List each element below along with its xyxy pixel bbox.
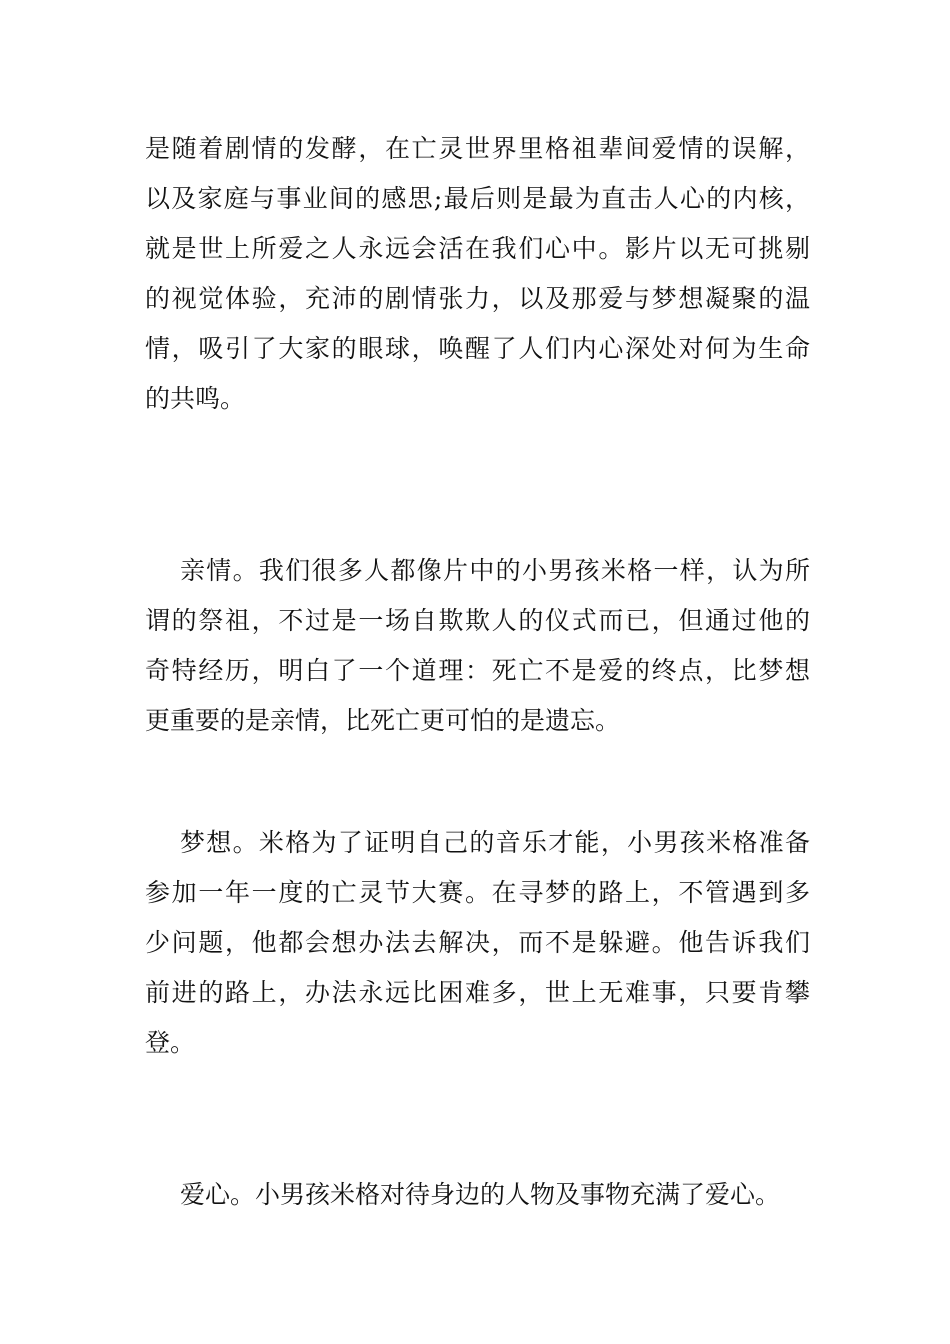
paragraph-love: [145, 1170, 810, 1220]
text-line: 亲情。我们很多人都像片中的小男孩米格一样，认为所: [180, 556, 810, 585]
text-line: 是随着剧情的发酵，在亡灵世界里格祖辈间爱情的误解，: [145, 134, 810, 163]
paragraph-dream: [145, 818, 810, 1068]
text-line: 的共鸣。: [145, 384, 246, 413]
text-line: 爱心。小男孩米格对待身边的人物及事物充满了爱心。: [180, 1180, 781, 1209]
paragraph-continuation: [145, 124, 810, 424]
text-line: 的视觉体验，充沛的剧情张力，以及那爱与梦想凝聚的温: [145, 284, 810, 313]
text-line: 就是世上所爱之人永远会活在我们心中。影片以无可挑剔: [145, 234, 810, 263]
paragraph-family: [145, 546, 810, 746]
text-line: 参加一年一度的亡灵节大赛。在寻梦的路上，不管遇到多: [145, 878, 810, 907]
text-line: 谓的祭祖，不过是一场自欺欺人的仪式而已，但通过他的: [145, 606, 810, 635]
text-line: 更重要的是亲情，比死亡更可怕的是遗忘。: [145, 706, 621, 735]
text-line: 登。: [145, 1028, 196, 1057]
text-line: 梦想。米格为了证明自己的音乐才能，小男孩米格准备: [180, 828, 810, 857]
text-line: 前进的路上，办法永远比困难多，世上无难事，只要肯攀: [145, 978, 810, 1007]
text-line: 奇特经历，明白了一个道理：死亡不是爱的终点，比梦想: [145, 656, 810, 685]
text-line: 少问题，他都会想办法去解决，而不是躲避。他告诉我们: [145, 928, 810, 957]
text-line: 以及家庭与事业间的感思;最后则是最为直击人心的内核，: [145, 184, 810, 213]
text-line: 情，吸引了大家的眼球，唤醒了人们内心深处对何为生命: [145, 334, 810, 363]
